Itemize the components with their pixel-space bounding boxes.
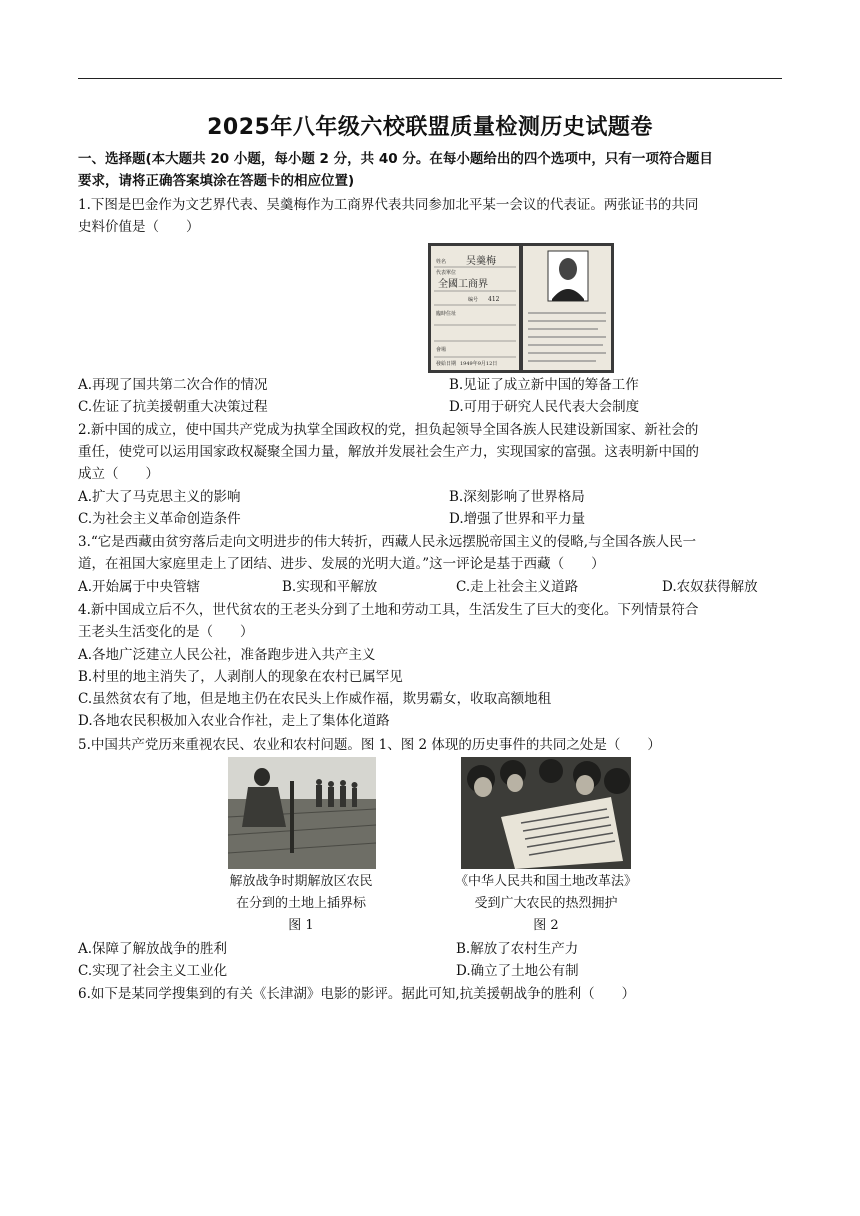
figure2-photo-land-reform-law: [461, 757, 631, 869]
q1-option-b: B.见证了成立新中国的筹备工作: [449, 377, 639, 393]
figure1-caption-line1: 解放战争时期解放区农民: [229, 874, 373, 889]
q4-stem-line2: 王老头生活变化的是（ ）: [78, 624, 254, 640]
q1-stem-line2: 史料价值是（ ）: [78, 219, 200, 235]
q5-option-a: A.保障了解放战争的胜利: [78, 941, 228, 957]
cert-number: 412: [488, 296, 500, 303]
cert-label-unit: 代表單位: [436, 270, 457, 276]
q1-option-c: C.佐证了抗美援朝重大决策过程: [78, 399, 268, 415]
section-heading-line1: 一、选择题(本大题共 20 小题，每小题 2 分，共 40 分。在每小题给出的四个选项中，只有一项符合题目: [78, 151, 713, 167]
q1-stem-line1: 1.下图是巴金作为文艺界代表、吴羹梅作为工商界代表共同参加北平某一会议的代表证。两张证书的共同: [78, 197, 699, 213]
q3-option-c: C.走上社会主义道路: [456, 579, 579, 595]
q3-stem-line1: 3.“它是西藏由贫穷落后走向文明进步的伟大转折，西藏人民永远摆脱帝国主义的侵略,与全国各族人民一: [78, 534, 697, 550]
cert-label-address: 臨時住址: [436, 311, 457, 317]
q4-stem-line1: 4.新中国成立后不久，世代贫农的王老头分到了土地和劳动工具，生活发生了巨大的变化。下列情景符合: [78, 602, 699, 618]
header-rule: [78, 78, 782, 79]
cert-date: 1949年9月12日: [460, 361, 498, 367]
cert-label-name: 姓名: [436, 259, 447, 265]
q4-option-c: C.虽然贫农有了地，但是地主仍在农民头上作威作福，欺男霸女，收取高额地租: [78, 691, 552, 707]
q2-stem-line3: 成立（ ）: [78, 466, 159, 482]
section-heading-line2: 要求，请将正确答案填涂在答题卡的相应位置): [78, 173, 355, 189]
q6-stem-line1: 6.如下是某同学搜集到的有关《长津湖》电影的影评。据此可知,抗美援朝战争的胜利（ ）: [78, 986, 636, 1002]
q1-option-d: D.可用于研究人民代表大会制度: [449, 399, 640, 415]
q4-option-b: B.村里的地主消失了，人剥削人的现象在农村已属罕见: [78, 669, 403, 685]
q3-option-d: D.农奴获得解放: [662, 579, 758, 595]
cert-label-venue: 會場: [436, 347, 447, 353]
q4-option-d: D.各地农民积极加入农业合作社，走上了集体化道路: [78, 713, 390, 729]
q2-option-b: B.深刻影响了世界格局: [449, 489, 585, 505]
figure2-caption-line1: 《中华人民共和国土地改革法》: [454, 874, 637, 889]
q2-stem-line2: 重任，使党可以运用国家政权凝聚全国力量，解放并发展社会生产力，实现国家的富强。这表明新中国的: [78, 444, 699, 460]
q1-option-a: A.再现了国共第二次合作的情况: [78, 377, 268, 393]
q2-stem-line1: 2.新中国的成立，使中国共产党成为执掌全国政权的党，担负起领导全国各族人民建设新国家、新社会的: [78, 422, 699, 438]
q5-option-d: D.确立了土地公有制: [456, 963, 579, 979]
q2-option-c: C.为社会主义革命创造条件: [78, 511, 241, 527]
q4-option-a: A.各地广泛建立人民公社，准备跑步进入共产主义: [78, 647, 376, 663]
q2-option-a: A.扩大了马克思主义的影响: [78, 489, 241, 505]
delegate-certificate-image: [428, 243, 614, 373]
figure1-photo-farmers-planting-markers: [228, 757, 376, 869]
figure1-label: 图 1: [288, 918, 314, 933]
figure2-label: 图 2: [533, 918, 559, 933]
exam-title: 2025年八年级六校联盟质量检测历史试题卷: [207, 115, 653, 140]
q2-option-d: D.增强了世界和平力量: [449, 511, 586, 527]
q5-stem-line1: 5.中国共产党历来重视农民、农业和农村问题。图 1、图 2 体现的历史事件的共同之处是（ ）: [78, 737, 661, 753]
cert-name: 吴羹梅: [466, 256, 496, 267]
cert-sector: 全國工商界: [438, 279, 488, 290]
q3-option-a: A.开始属于中央管辖: [78, 579, 201, 595]
figure1-caption-line2: 在分到的土地上插界标: [235, 896, 366, 911]
q5-option-c: C.实现了社会主义工业化: [78, 963, 228, 979]
figure2-caption-line2: 受到广大农民的热烈拥护: [474, 896, 618, 911]
q3-option-b: B.实现和平解放: [282, 579, 378, 595]
q5-option-b: B.解放了农村生产力: [456, 941, 579, 957]
cert-label-date: 發給日期: [436, 361, 457, 367]
q3-stem-line2: 道，在祖国大家庭里走上了团结、进步、发展的光明大道。”这一评论是基于西藏（ ）: [78, 556, 605, 572]
cert-label-number: 编号: [468, 297, 479, 303]
